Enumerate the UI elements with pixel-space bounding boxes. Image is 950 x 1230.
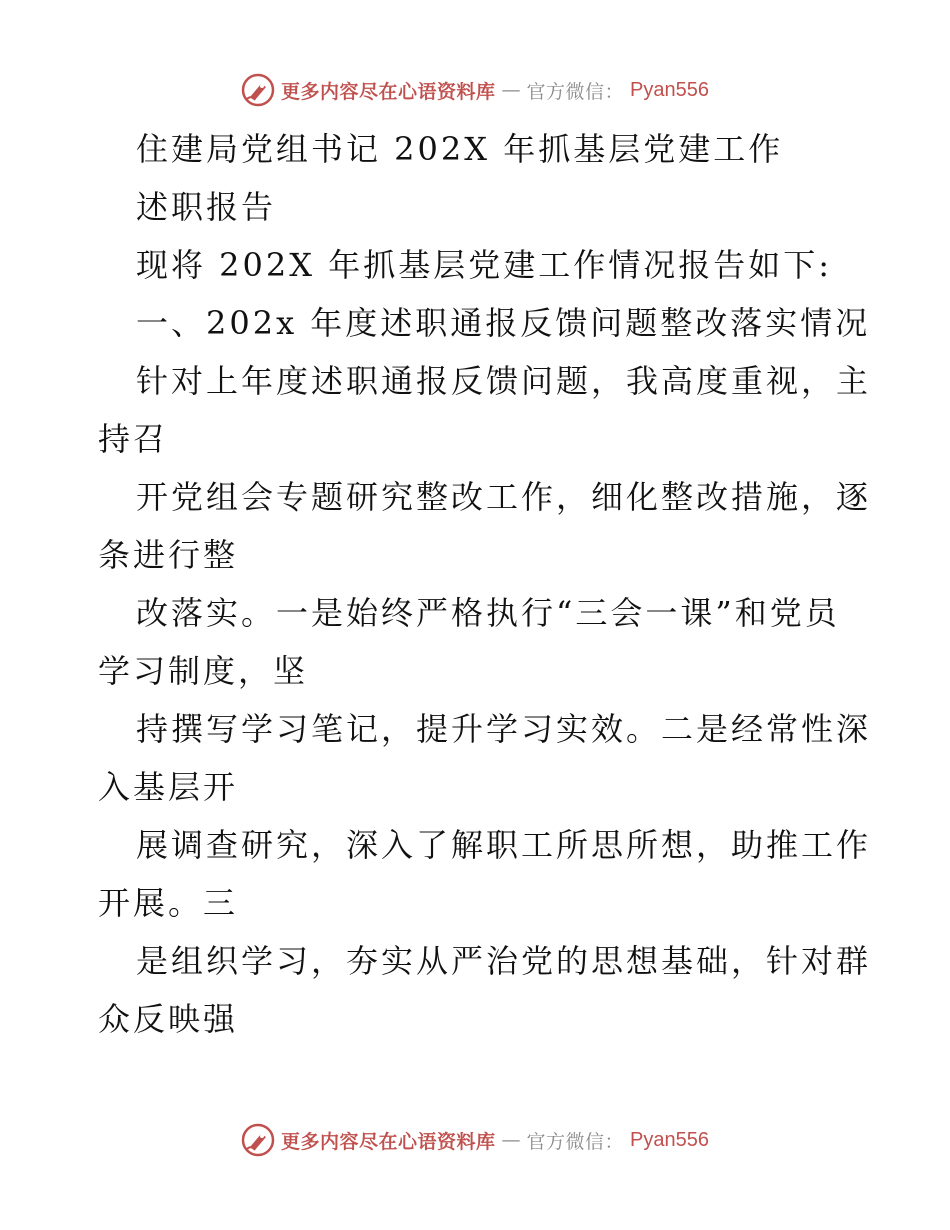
footer-banner: [0, 1120, 950, 1160]
doc-paragraph-line: 持撰写学习笔记，提升学习实效。二是经常性深: [136, 710, 872, 748]
footer-wechat-id: Pyan556: [630, 1128, 709, 1151]
doc-paragraph-line: 是组织学习，夯实从严治党的思想基础，针对群: [136, 942, 872, 980]
doc-paragraph-line: 展调查研究，深入了解职工所思所想，助推工作: [136, 826, 872, 864]
header-banner: [0, 70, 950, 110]
doc-paragraph-line: 现将 202X 年抓基层党建工作情况报告如下:: [136, 246, 832, 284]
doc-title-line-1: 住建局党组书记 202X 年抓基层党建工作: [136, 130, 784, 168]
doc-paragraph-line: 条进行整: [98, 536, 239, 574]
footer-wechat-label: 官方微信：: [526, 1130, 625, 1153]
doc-paragraph-line: 学习制度，坚: [98, 652, 309, 690]
doc-title-line-2: 述职报告: [136, 188, 277, 226]
header-promo-text: 更多内容尽在心语资料库: [281, 80, 496, 103]
doc-paragraph-line: 针对上年度述职通报反馈问题，我高度重视，主: [136, 362, 872, 400]
document-body: [98, 120, 872, 1048]
doc-paragraph-line: 开党组会专题研究整改工作，细化整改措施，逐: [136, 478, 872, 516]
pen-nib-logo-icon: [241, 1123, 275, 1157]
footer-promo-text: 更多内容尽在心语资料库: [281, 1130, 496, 1153]
doc-paragraph-line: 改落实。一是始终严格执行“三会一课”和党员: [136, 594, 840, 632]
doc-section-heading: 一、202x 年度述职通报反馈问题整改落实情况: [136, 304, 871, 342]
doc-paragraph-line: 众反映强: [98, 1000, 239, 1038]
doc-paragraph-line: 入基层开: [98, 768, 239, 806]
footer-separator: —: [501, 1129, 521, 1151]
doc-paragraph-line: 开展。三: [98, 884, 239, 922]
header-wechat-label: 官方微信：: [526, 80, 625, 103]
header-separator: —: [501, 79, 521, 101]
doc-paragraph-line: 持召: [98, 420, 169, 458]
header-wechat-id: Pyan556: [630, 78, 709, 101]
pen-nib-logo-icon: [241, 73, 275, 107]
